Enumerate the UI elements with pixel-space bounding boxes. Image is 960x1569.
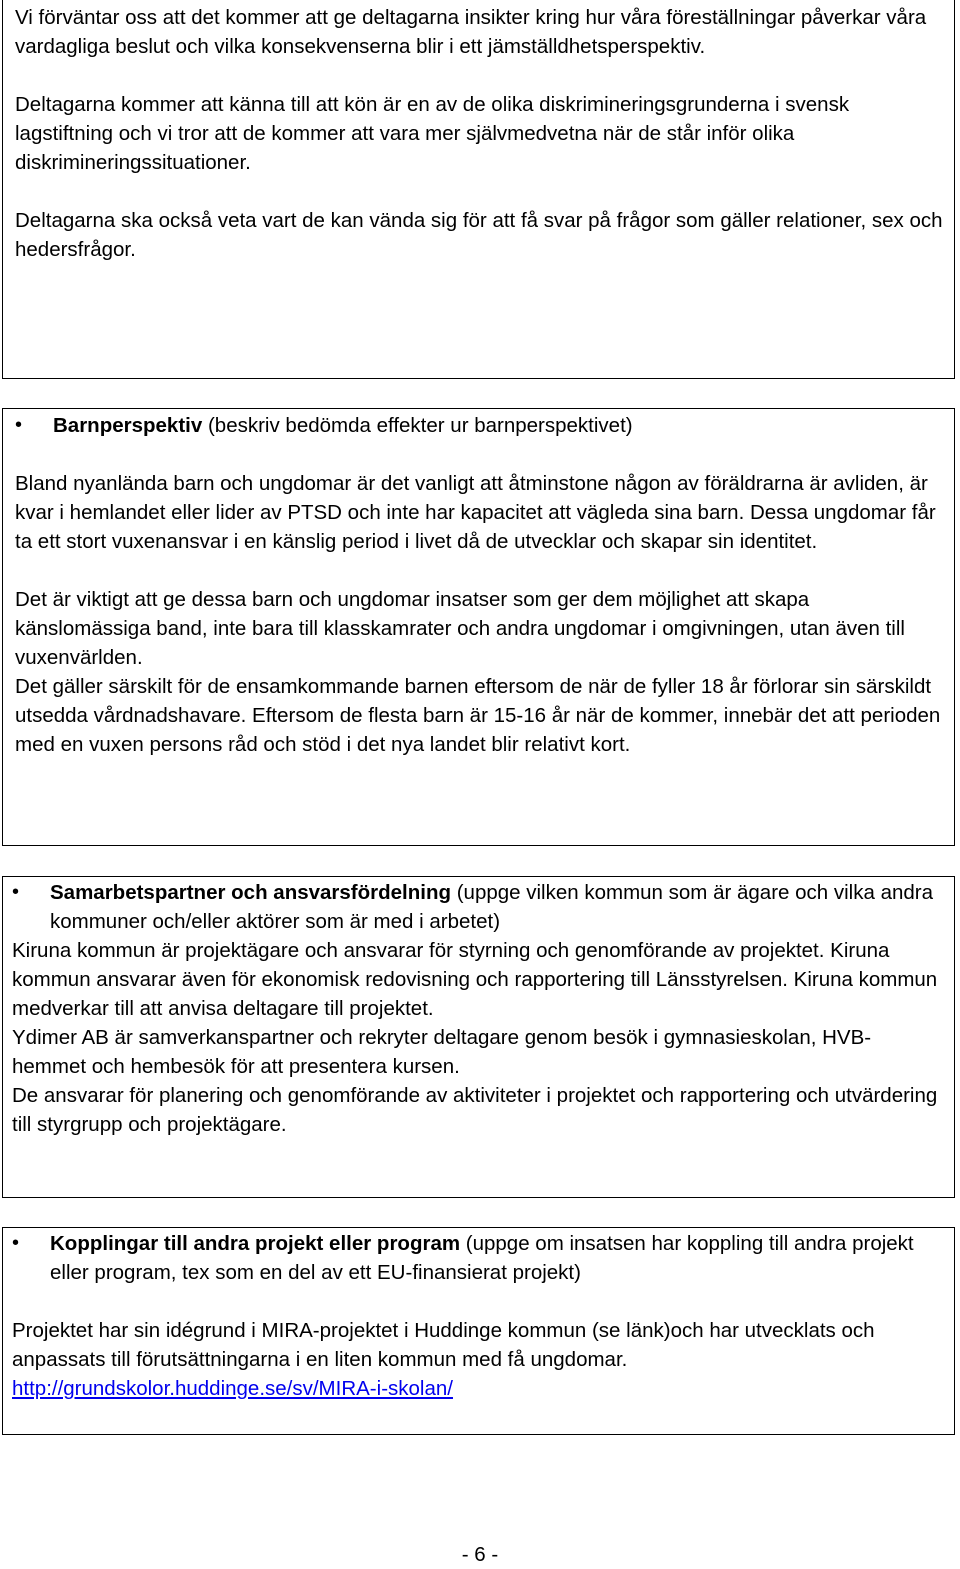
child-perspective-heading-row: [15, 411, 944, 440]
child-perspective-heading: Barnperspektiv: [53, 414, 203, 437]
goals-paragraph-2: Deltagarna kommer att känna till att kön är en av de olika diskrimineringsgrunderna i svensk lagstiftning och vi tror att de kommer att vara mer självmedvetna när de står inför olika diskrimineringssituationer.: [15, 93, 850, 174]
section-child-perspective-box: [2, 408, 955, 846]
section-goals-box: [2, 0, 955, 379]
links-paragraph: Projektet har sin idégrund i MIRA-projektet i Huddinge kommun (se länk)och har utvecklats och anpassats till förutsättningarna i en liten kommun med få ungdomar.: [12, 1319, 875, 1371]
bullet-icon: •: [12, 881, 20, 903]
child-perspective-paragraph-2: Det är viktigt att ge dessa barn och ungdomar insatser som ger dem möjlighet att skapa känslomässiga band, inte bara till klasskamrater och andra ungdomar i omgivningen, utan även till vuxenvärlden.: [15, 588, 905, 669]
goals-paragraph-3: Deltagarna ska också veta vart de kan vända sig för att få svar på frågor som gäller relationer, sex och hedersfrågor.: [15, 209, 943, 261]
partners-heading-row: [12, 878, 944, 936]
child-perspective-paragraph-3: Det gäller särskilt för de ensamkommande barnen eftersom de när de fyller 18 år förlorar sin särskildt utsedda vårdnadshavare. Eftersom de flesta barn är 15-16 år när de kommer, innebär det att perioden med en vuxen persons råd och stöd i det nya landet blir relativt kort.: [15, 675, 941, 756]
bullet-icon: •: [15, 414, 23, 436]
section-links-box: [2, 1227, 955, 1435]
child-perspective-heading-note: (beskriv bedömda effekter ur barnperspektivet): [202, 414, 633, 437]
links-heading-note: (uppge om insatsen har koppling till andra projekt eller program, tex som en del av ett EU-finansierat projekt): [50, 1232, 914, 1284]
mira-project-link[interactable]: http://grundskolor.huddinge.se/sv/MIRA-i-skolan/: [12, 1377, 453, 1400]
partners-paragraph-2: Ydimer AB är samverkanspartner och rekryter deltagare genom besök i gymnasieskolan, HVB-hemmet och hembesök för att presentera kursen.: [12, 1026, 872, 1078]
goals-paragraph-1: Vi förväntar oss att det kommer att ge deltagarna insikter kring hur våra föreställningar påverkar våra vardagliga beslut och vilka konsekvenserna blir i ett jämställdhetsperspektiv.: [15, 6, 927, 58]
partners-heading-note: (uppge vilken kommun som är ägare och vilka andra kommuner och/eller aktörer som är med i arbetet): [50, 881, 934, 933]
child-perspective-paragraph-1: Bland nyanlända barn och ungdomar är det vanligt att åtminstone någon av föräldrarna är avliden, är kvar i hemlandet eller lider av PTSD och inte har kapacitet att vägleda sina barn. Dessa ungdomar får ta ett stort vuxenansvar i en känslig period i livet då de utvecklar och skapar sin identitet.: [15, 472, 936, 553]
partners-heading: Samarbetspartner och ansvarsfördelning: [50, 881, 452, 904]
page-number: - 6 -: [461, 1543, 499, 1566]
partners-paragraph-3: De ansvarar för planering och genomförande av aktiviteter i projektet och rapportering och utvärdering till styrgrupp och projektägare.: [12, 1084, 938, 1136]
links-heading-row: [12, 1229, 944, 1287]
partners-paragraph-1: Kiruna kommun är projektägare och ansvarar för styrning och genomförande av projektet. Kiruna kommun ansvarar även för ekonomisk redovisning och rapportering till Länsstyrelsen. Kiruna kommun medverkar till att anvisa deltagare till projektet.: [12, 939, 938, 1020]
links-heading: Kopplingar till andra projekt eller program: [50, 1232, 461, 1255]
section-partners-box: [2, 876, 955, 1198]
bullet-icon: •: [12, 1232, 20, 1254]
